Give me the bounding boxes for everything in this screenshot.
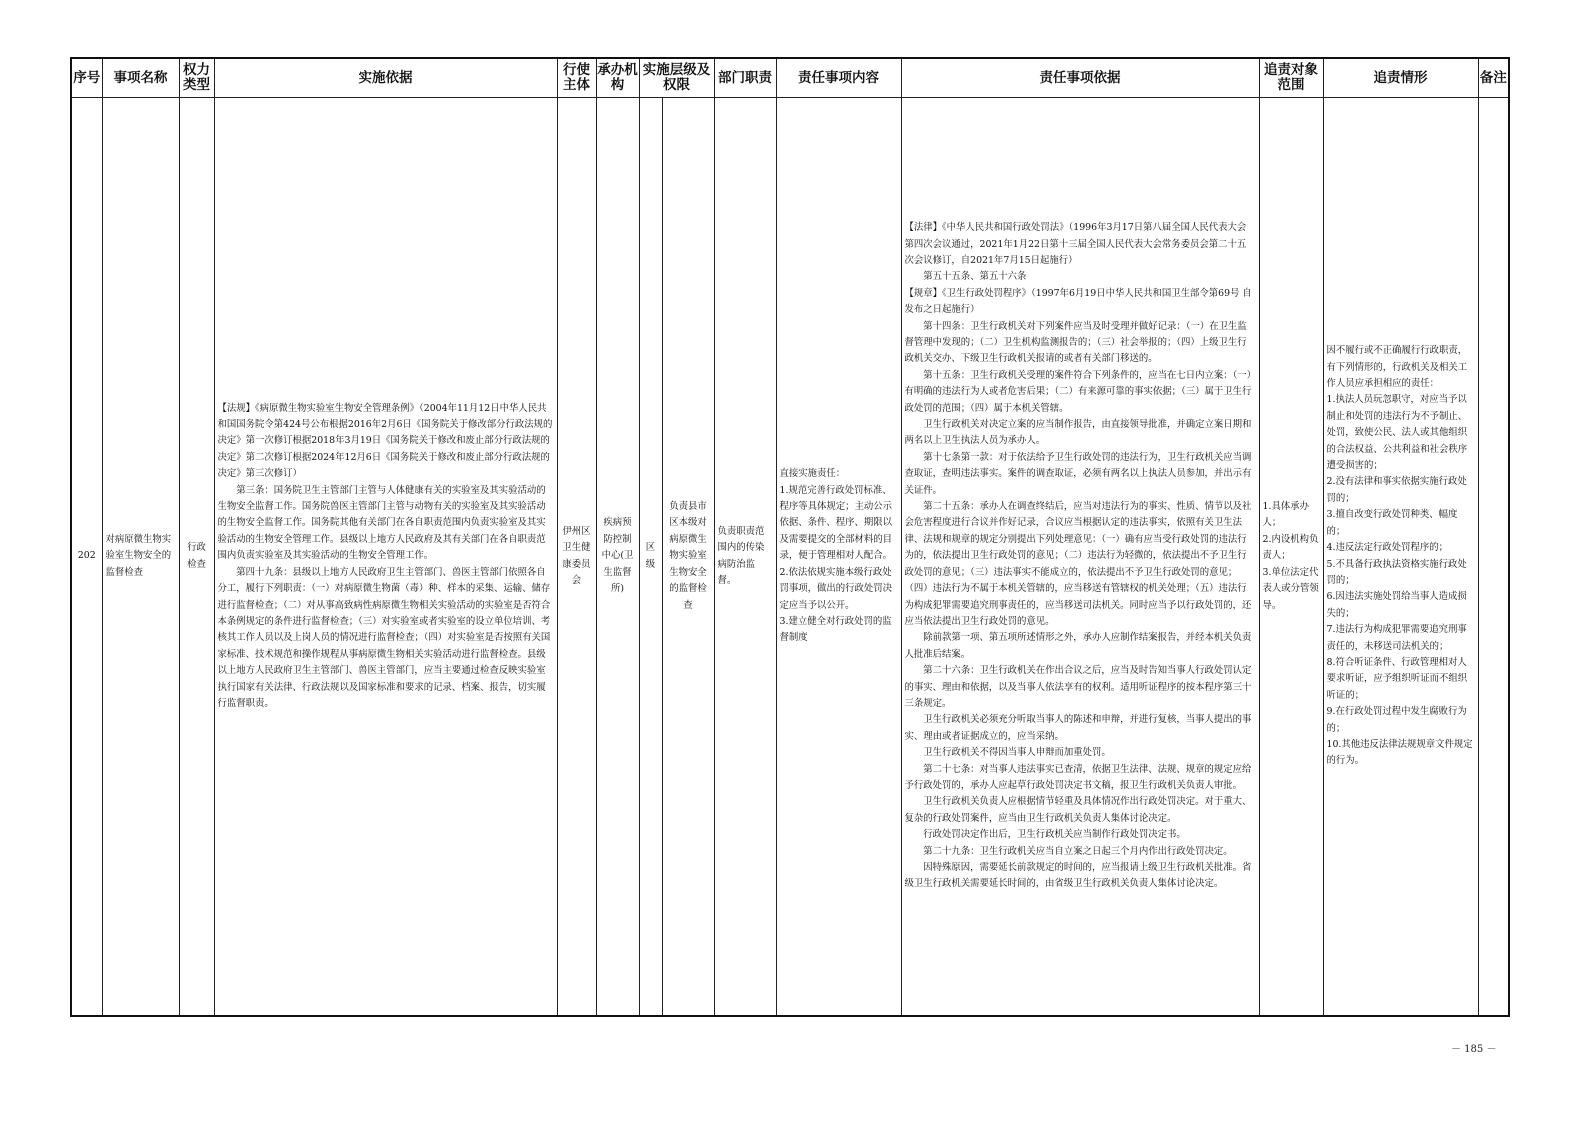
header-dept-duty: 部门职责 [714, 58, 776, 98]
cell-handling-org: 疾病预防控制中心(卫生监督所) [596, 98, 639, 1017]
resp-basis-para: 【规章】《卫生行政处罚程序》（1997年6月19日中华人民共和国卫生部令第69号 自发布之日起施行） [904, 287, 1252, 316]
accountable-line: 1.具体承办人； [1262, 501, 1309, 529]
resp-basis-para: 【法律】《中华人民共和国行政处罚法》（1996年3月17日第八届全国人民代表大会第四次会议通过，2021年1月22日第十三届全国人民代表大会常务委员会第二十五次会议修订，自2021年7月15日起施行） [904, 222, 1247, 266]
cell-admin-subject: 伊州区卫生健康委员会 [557, 98, 596, 1017]
resp-content-line: 2.依法依规实施本级行政处罚事项，做出的行政处罚决定应当予以公开。 [779, 566, 893, 611]
cell-accountability [1323, 98, 1478, 1017]
header-accountable: 追责对象范围 [1259, 58, 1323, 98]
page-number: － 185 － [1451, 1044, 1497, 1055]
resp-basis-para: 第十七条第一款：对于依法给予卫生行政处罚的违法行为，卫生行政机关应当调查取证，查明违法事实。案件的调查取证，必须有两名以上执法人员参加，并出示有关证件。 [904, 451, 1252, 496]
accountability-line: 因不履行或不正确履行行政职责，有下列情形的，行政机关及相关工作人员应承担相应的责任： [1326, 345, 1468, 390]
accountable-line: 2.内设机构负责人； [1262, 533, 1319, 562]
header-admin-subject: 行使主体 [557, 58, 596, 98]
cell-basis [214, 98, 557, 1017]
cell-resp-basis [901, 98, 1259, 1017]
cell-power-type: 行政检查 [179, 98, 214, 1017]
resp-basis-para: 第二十六条：卫生行政机关在作出合议之后，应当及时告知当事人行政处罚认定的事实、理由和依据，以及当事人依法享有的权利。适用听证程序的按本程序第三十三条规定。 [904, 665, 1252, 709]
resp-basis-para: 除前款第一项、第五项所述情形之外，承办人应制作结案报告，并经本机关负责人批准后结案。 [904, 632, 1252, 660]
basis-para: 第四十九条：县级以上地方人民政府卫生主管部门、兽医主管部门依照各自分工，履行下列职责：（一）对病原微生物菌（毒）种、样本的采集、运输、储存进行监督检查；（二）对从事高致病性病原微生物相关实验活动的实验室是否符合本条例规定的条件进行监督检查；（三）对实验室或者实验室的设立单位培训、考核其工作人员以及上岗人员的情况进行监督检查；（四）对实验室是否按照有关国家标准、技术规范和操作规程从事病原微生物相关实验活动进行监督检查。县级以上地方人民政府卫生主管部门、兽医主管部门，应当主要通过检查反映实验室执行国家有关法律、行政法规以及国家标准和要求的记录、档案、报告，切实履行监督职责。 [217, 566, 551, 709]
responsibility-table [70, 57, 1510, 1017]
header-power-type: 权力类型 [179, 58, 214, 98]
resp-basis-para: 第二十五条：承办人在调查终结后，应当对违法行为的事实、性质、情节以及社会危害程度进行合议并作好记录，合议应当根据认定的违法事实，依照有关卫生法律、法规和规章的规定分别提出下列处理意见：（一）确有应当受行政处罚的违法行为的，依法提出卫生行政处罚的意见；（二）违法行为轻微的，依法提出不予卫生行政处罚的意见；（三）违法事实不能成立的，依法提出不予卫生行政处罚的意见；（四）违法行为不属于本机关管辖的，应当移送有管辖权的机关处理；（五）违法行为构成犯罪需要追究刑事责任的，应当移送司法机关。同时应当予以行政处罚的，还应当依法提出卫生行政处罚的意见。 [904, 501, 1252, 627]
resp-content-line: 1.规范完善行政处罚标准、程序等具体规定；主动公示依据、条件、程序、期限以及需要提交的全部材料的目录，便于管理相对人配合。 [779, 484, 893, 562]
cell-level-power: 负责县市区本级对病原微生物实验室生物安全的监督检查 [662, 98, 714, 1017]
header-level: 实施层级及权限 [639, 58, 714, 98]
table-header-row [71, 58, 1509, 98]
resp-basis-para: 卫生行政机关必须充分听取当事人的陈述和申辩，并进行复核，当事人提出的事实、理由或者证据成立的，应当采纳。 [904, 714, 1252, 742]
header-resp-content: 责任事项内容 [776, 58, 901, 98]
accountability-line: 4.违反法定行政处罚程序的； [1326, 542, 1448, 554]
basis-para: 第三条：国务院卫生主管部门主管与人体健康有关的实验室及其实验活动的生物安全监督工作。国务院兽医主管部门主管与动物有关的实验室及其实验活动的生物安全监督工作。国务院其他有关部门在各自职责范围内负责实验室及其实验活动的生物安全管理工作。县级以上地方人民政府及其有关部门在各自职责范围内负责实验室及其实验活动的生物安全管理工作。 [217, 484, 546, 562]
header-accountability: 追责情形 [1323, 58, 1478, 98]
basis-para: 【法规】《病原微生物实验室生物安全管理条例》（2004年11月12日中华人民共和国国务院令第424号公布根据2016年2月6日《国务院关于修改部分行政法规的决定》第一次修订根据2018年3月19日《国务院关于修改和废止部分行政法规的决定》第二次修订根据2024年12月6日《国务院关于修改和废止部分行政法规的决定》第三次修订） [217, 402, 553, 480]
resp-content-line: 直接实施责任： [779, 468, 846, 480]
accountability-line: 1.执法人员玩忽职守，对应当予以制止和处罚的违法行为不予制止、处罚，致使公民、法人或其他组织的合法权益、公共利益和社会秩序遭受损害的； [1326, 394, 1468, 472]
cell-level-area: 区级 [639, 98, 662, 1017]
header-item-name: 事项名称 [102, 58, 179, 98]
cell-dept-duty: 负责职责范围内的传染病防治监督。 [714, 98, 776, 1017]
resp-basis-para: 第五十五条、第五十六条 [923, 271, 1027, 283]
accountability-line: 2.没有法律和事实依据实施行政处罚的； [1326, 476, 1467, 504]
resp-basis-para: 卫生行政机关对决定立案的应当制作报告，由直接领导批准，并确定立案日期和两名以上卫生执法人员为承办人。 [904, 419, 1252, 447]
cell-seq: 202 [71, 98, 102, 1017]
accountability-line: 5.不具备行政执法资格实施行政处罚的； [1326, 558, 1467, 586]
header-seq: 序号 [71, 58, 102, 98]
cell-accountable [1259, 98, 1323, 1017]
accountability-line: 9.在行政处罚过程中发生腐败行为的； [1326, 706, 1467, 734]
table-row [71, 98, 1509, 1017]
accountability-line: 10.其他违反法律法规规章文件规定的行为。 [1326, 738, 1473, 767]
resp-basis-para: 第二十七条：对当事人违法事实已查清，依据卫生法律、法规、规章的规定应给予行政处罚的，承办人应起草行政处罚决定书文稿，报卫生行政机关负责人审批。 [904, 763, 1252, 791]
resp-basis-para: 卫生行政机关不得因当事人申辩而加重处罚。 [923, 747, 1111, 759]
header-resp-basis: 责任事项依据 [901, 58, 1259, 98]
cell-item-name: 对病原微生物实验室生物安全的监督检查 [102, 98, 179, 1017]
cell-remark [1478, 98, 1509, 1017]
accountability-line: 3.擅自改变行政处罚种类、幅度的； [1326, 509, 1458, 537]
accountability-line: 7.违法行为构成犯罪需要追究刑事责任的，未移送司法机关的； [1326, 624, 1467, 652]
resp-basis-para: 第十四条：卫生行政机关对下列案件应当及时受理并做好记录：（一）在卫生监督管理中发现的；（二）卫生机构监测报告的；（三）社会举报的；（四）上级卫生行政机关交办、下级卫生行政机关报请的或者有关部门移送的。 [904, 320, 1247, 365]
resp-basis-para: 行政处罚决定作出后，卫生行政机关应当制作行政处罚决定书。 [923, 829, 1186, 841]
cell-resp-content [776, 98, 901, 1017]
header-basis: 实施依据 [214, 58, 557, 98]
resp-basis-para: 第十五条：卫生行政机关受理的案件符合下列条件的，应当在七日内立案：（一）有明确的违法行为人或者危害后果；（二）有来源可靠的事实依据；（三）属于卫生行政处罚的范围；（四）属于本机关管辖。 [904, 369, 1252, 414]
accountability-line: 8.符合听证条件、行政管理相对人要求听证，应予组织听证而不组织听证的； [1326, 656, 1468, 701]
accountable-line: 3.单位法定代表人或分管领导。 [1262, 566, 1319, 611]
resp-basis-para: 卫生行政机关负责人应根据情节轻重及具体情况作出行政处罚决定。对于重大、复杂的行政处罚案件，应当由卫生行政机关负责人集体讨论决定。 [904, 796, 1252, 824]
resp-basis-para: 因特殊原因，需要延长前款规定的时间的，应当报请上级卫生行政机关批准。省级卫生行政机关需要延长时间的，由省级卫生行政机关负责人集体讨论决定。 [904, 862, 1252, 890]
resp-content-line: 3.建立健全对行政处罚的监督制度 [779, 615, 892, 644]
header-remark: 备注 [1478, 58, 1509, 98]
resp-basis-para: 第二十九条：卫生行政机关应当自立案之日起三个月内作出行政处罚决定。 [923, 845, 1233, 857]
accountability-line: 6.因违法实施处罚给当事人造成损失的； [1326, 591, 1467, 619]
header-handling-org: 承办机构 [596, 58, 639, 98]
